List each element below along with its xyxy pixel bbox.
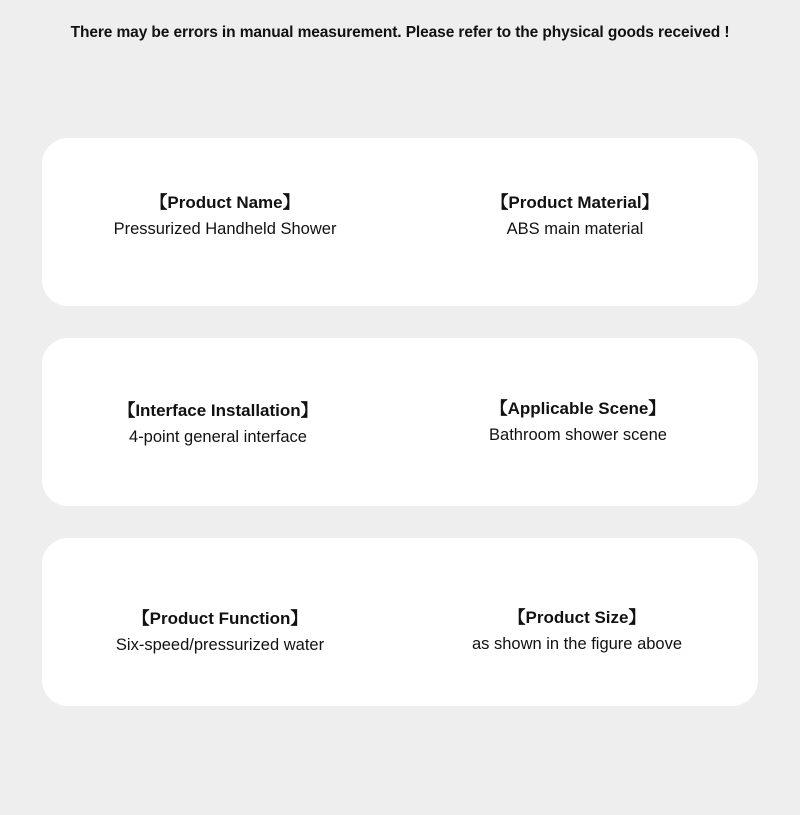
spec-value: Bathroom shower scene	[489, 426, 667, 445]
spec-item	[396, 190, 754, 242]
spec-value: 4-point general interface	[129, 428, 307, 447]
spec-title: 【Interface Installation】	[118, 400, 318, 420]
spec-value: Six-speed/pressurized water	[115, 636, 325, 655]
spec-title: 【Applicable Scene】	[490, 398, 666, 418]
spec-item	[398, 605, 756, 657]
spec-card-list	[42, 138, 758, 738]
spec-item	[399, 396, 757, 448]
spec-title: 【Product Size】	[508, 607, 646, 627]
spec-value: as shown in the figure above	[471, 635, 683, 654]
spec-title: 【Product Name】	[150, 192, 300, 212]
spec-value: Pressurized Handheld Shower	[113, 220, 337, 239]
spec-item	[46, 190, 404, 242]
spec-title: 【Product Material】	[491, 192, 659, 212]
spec-card	[42, 538, 758, 706]
spec-value: ABS main material	[506, 220, 644, 239]
spec-item	[41, 606, 399, 658]
spec-card	[42, 338, 758, 506]
spec-card	[42, 138, 758, 306]
measurement-disclaimer: There may be errors in manual measurement. Please refer to the physical goods received !	[70, 24, 730, 41]
spec-item	[39, 398, 397, 450]
spec-title: 【Product Function】	[132, 608, 308, 628]
